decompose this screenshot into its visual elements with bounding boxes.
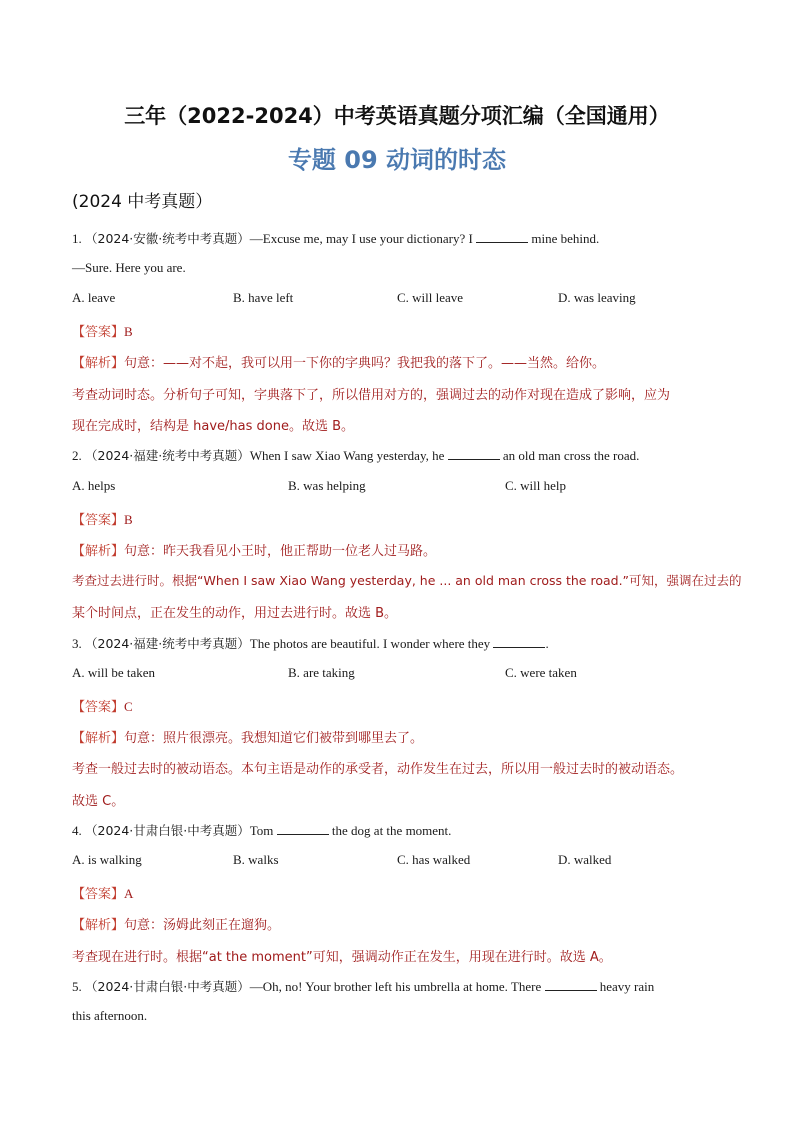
answer-line bbox=[72, 883, 133, 902]
answer-line bbox=[72, 696, 133, 715]
option-c: C. will leave bbox=[397, 290, 464, 305]
answer-value: B bbox=[124, 324, 133, 339]
answer-line bbox=[72, 321, 133, 340]
analysis-text: 句意：——对不起，我可以用一下你的字典吗？我把我的落下了。——当然。给你。 bbox=[124, 356, 606, 371]
analysis-line bbox=[72, 352, 605, 371]
option-b: B. have left bbox=[233, 290, 294, 305]
question-text: . bbox=[545, 636, 549, 651]
analysis-text: 考查动词时态。分析句子可知，字典落下了，所以借用对方的，强调过去的动作对现在造成了影响，应为 bbox=[72, 388, 671, 403]
analysis-label: 【解析】 bbox=[72, 356, 125, 371]
option-c: C. has walked bbox=[397, 852, 471, 867]
question-number: 1. bbox=[72, 231, 82, 246]
analysis-label: 【解析】 bbox=[72, 918, 125, 933]
document-title: 三年（2022-2024）中考英语真题分项汇编（全国通用） bbox=[124, 104, 670, 128]
option-d: D. was leaving bbox=[558, 290, 636, 305]
question-number: 5. bbox=[72, 979, 82, 994]
analysis-text: 考查现在进行时。根据“at the moment”可知，强调动作正在发生，用现在进行时。故选 A。 bbox=[72, 950, 612, 965]
answer-blank bbox=[545, 979, 597, 991]
question-1-reply: —Sure. Here you are. bbox=[72, 260, 186, 275]
option-c: C. were taken bbox=[505, 665, 577, 680]
question-source: （2024·福建·统考中考真题） bbox=[85, 448, 250, 463]
question-source: （2024·甘肃白银·中考真题） bbox=[85, 823, 250, 838]
analysis-line bbox=[72, 914, 280, 933]
question-source: （2024·安徽·统考中考真题） bbox=[85, 231, 250, 246]
answer-label: 【答案】 bbox=[72, 700, 125, 715]
question-source: （2024·甘肃白银·中考真题） bbox=[85, 979, 250, 994]
answer-blank bbox=[448, 448, 500, 460]
answer-blank bbox=[493, 636, 545, 648]
option-d: D. walked bbox=[558, 852, 612, 867]
analysis-text: 句意：汤姆此刻正在遛狗。 bbox=[124, 918, 281, 933]
analysis-line bbox=[72, 540, 436, 559]
analysis-text: 句意：照片很漂亮。我想知道它们被带到哪里去了。 bbox=[124, 731, 424, 746]
question-3-stem bbox=[72, 634, 549, 652]
option-c: C. will help bbox=[505, 478, 567, 493]
question-5-stem bbox=[72, 977, 654, 995]
option-a: A. leave bbox=[72, 290, 116, 305]
analysis-label: 【解析】 bbox=[72, 544, 125, 559]
question-text: —Excuse me, may I use your dictionary? I bbox=[249, 231, 473, 246]
question-text: the dog at the moment. bbox=[331, 823, 452, 838]
answer-line bbox=[72, 509, 133, 528]
question-text: heavy rain bbox=[599, 979, 655, 994]
question-1-stem bbox=[72, 229, 599, 247]
option-b: B. are taking bbox=[288, 665, 355, 680]
analysis-text: 考查一般过去时的被动语态。本句主语是动作的承受者，动作发生在过去，所以用一般过去时的被动语态。 bbox=[72, 762, 684, 777]
answer-label: 【答案】 bbox=[72, 887, 125, 902]
question-number: 4. bbox=[72, 823, 82, 838]
option-a: A. helps bbox=[72, 478, 116, 493]
answer-blank bbox=[476, 231, 528, 243]
question-5-continuation: this afternoon. bbox=[72, 1008, 148, 1023]
answer-value: B bbox=[124, 512, 133, 527]
analysis-line bbox=[72, 727, 423, 746]
analysis-text: 故选 C。 bbox=[72, 794, 125, 809]
analysis-text: 某个时间点，正在发生的动作，用过去进行时。故选 B。 bbox=[72, 606, 398, 621]
analysis-label: 【解析】 bbox=[72, 731, 125, 746]
analysis-text: 句意：昨天我看见小王时，他正帮助一位老人过马路。 bbox=[124, 544, 437, 559]
option-b: B. walks bbox=[233, 852, 279, 867]
document-subtitle: 专题 09 动词的时态 bbox=[287, 146, 507, 174]
section-heading: (2024 中考真题） bbox=[72, 192, 213, 212]
question-text: Tom bbox=[249, 823, 274, 838]
question-text: —Oh, no! Your brother left his umbrella at home. There bbox=[249, 979, 542, 994]
analysis-text: 考查过去进行时。根据“When I saw Xiao Wang yesterday, he ... an old man cross the road.”可知，强调在过去的 bbox=[72, 573, 742, 588]
answer-value: C bbox=[124, 699, 133, 714]
question-text: mine behind. bbox=[531, 231, 600, 246]
question-text: The photos are beautiful. I wonder where they bbox=[249, 636, 491, 651]
question-number: 2. bbox=[72, 448, 82, 463]
question-number: 3. bbox=[72, 636, 82, 651]
question-source: （2024·福建·统考中考真题） bbox=[85, 636, 250, 651]
answer-label: 【答案】 bbox=[72, 325, 125, 340]
question-text: When I saw Xiao Wang yesterday, he bbox=[249, 448, 445, 463]
question-2-stem bbox=[72, 446, 639, 464]
question-text: an old man cross the road. bbox=[502, 448, 640, 463]
option-a: A. is walking bbox=[72, 852, 142, 867]
option-b: B. was helping bbox=[288, 478, 366, 493]
analysis-text: 现在完成时，结构是 have/has done。故选 B。 bbox=[72, 419, 355, 434]
answer-blank bbox=[277, 823, 329, 835]
question-4-stem bbox=[72, 821, 451, 839]
answer-value: A bbox=[124, 886, 134, 901]
answer-label: 【答案】 bbox=[72, 513, 125, 528]
option-a: A. will be taken bbox=[72, 665, 156, 680]
